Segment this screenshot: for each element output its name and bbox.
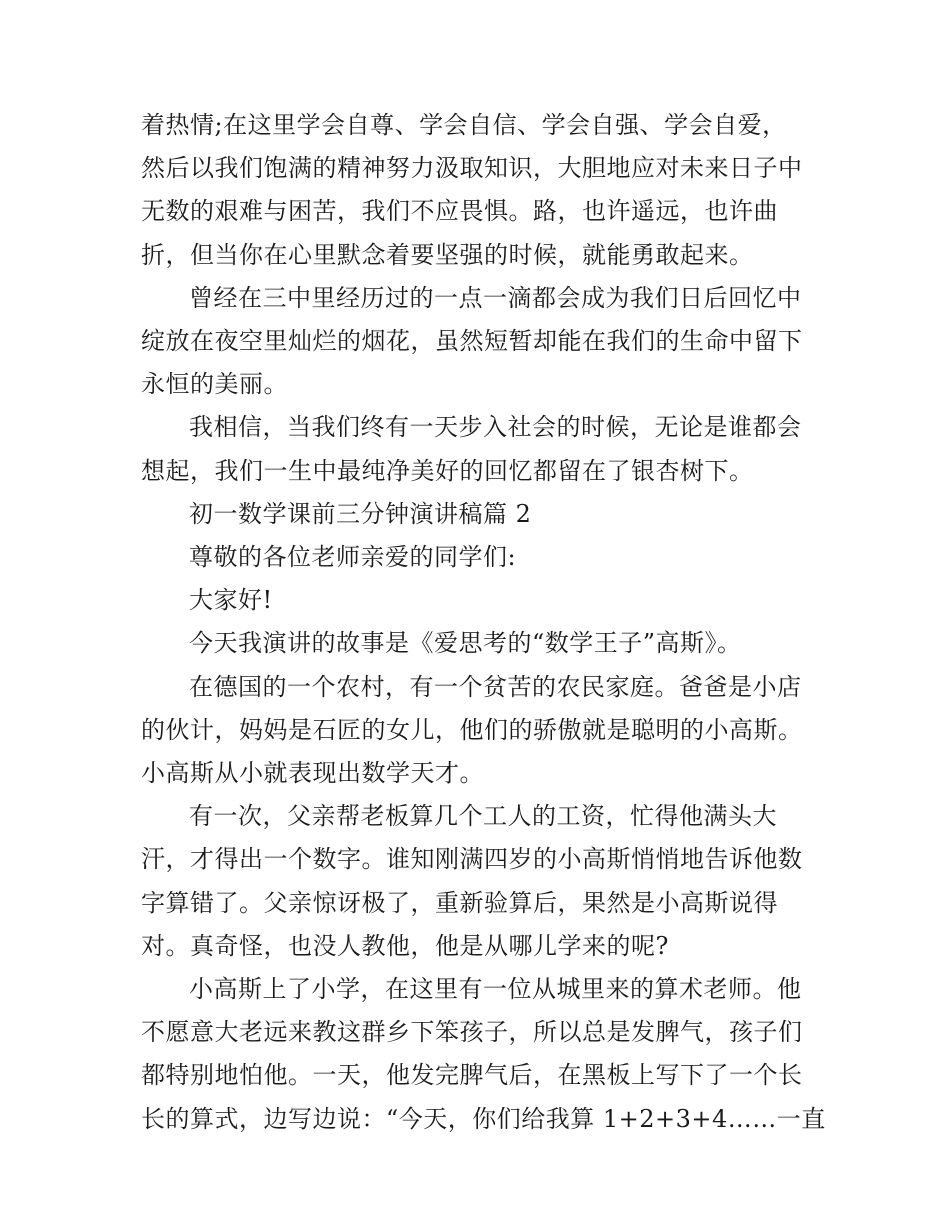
text-line: 不愿意大老远来教这群乡下笨孩子，所以总是发脾气，孩子们	[141, 1018, 803, 1047]
text-line: 永恒的美丽。	[141, 370, 288, 399]
text-line: 然后以我们饱满的精神努力汲取知识，大胆地应对未来日子中	[141, 154, 803, 183]
paragraph-2	[141, 277, 813, 407]
text-line: 着热情;在这里学会自尊、学会自信、学会自强、学会自爱，	[141, 111, 787, 139]
paragraph-5	[141, 795, 813, 968]
text-line: 对。真奇怪，也没人教他，他是从哪儿学来的呢?	[141, 931, 669, 960]
paragraph-1	[141, 104, 813, 277]
text-line: 都特别地怕他。一天，他发完脾气后，在黑板上写下了一个长	[141, 1061, 803, 1090]
text-line: 的伙计，妈妈是石匠的女儿，他们的骄傲就是聪明的小高斯。	[141, 715, 803, 744]
text-line: 字算错了。父亲惊讶极了，重新验算后，果然是小高斯说得	[141, 888, 778, 917]
paragraph-4	[141, 666, 813, 796]
text-line: 我相信，当我们终有一天步入社会的时候，无论是谁都会	[189, 413, 802, 442]
text-line: 折，但当你在心里默念着要坚强的时候，就能勇敢起来。	[141, 240, 754, 269]
heading-line: 初一数学课前三分钟演讲稿篇 2	[189, 499, 532, 528]
paragraph-6	[141, 968, 826, 1141]
paragraph-intro	[141, 622, 813, 665]
text-line: 无数的艰难与困苦，我们不应畏惧。路，也许遥远，也许曲	[141, 197, 778, 226]
text-line: 小高斯从小就表现出数学天才。	[141, 759, 484, 788]
text-line: 尊敬的各位老师亲爱的同学们:	[189, 543, 517, 572]
text-line: 绽放在夜空里灿烂的烟花，虽然短暂却能在我们的生命中留下	[141, 327, 803, 356]
text-line: 小高斯上了小学，在这里有一位从城里来的算术老师。他	[189, 975, 802, 1004]
text-line: 有一次，父亲帮老板算几个工人的工资，忙得他满头大	[189, 802, 777, 831]
text-line: 长的算式，边写边说：“今天，你们给我算 1+2+3+4……一直	[141, 1104, 826, 1133]
section-heading	[141, 493, 813, 536]
text-line: 在德国的一个农村，有一个贫苦的农民家庭。爸爸是小店	[189, 672, 802, 701]
salutation	[141, 536, 813, 579]
text-line: 想起，我们一生中最纯净美好的回忆都留在了银杏树下。	[141, 456, 754, 485]
text-line: 曾经在三中里经历过的一点一滴都会成为我们日后回忆中	[189, 283, 802, 312]
text-line: 今天我演讲的故事是《爱思考的“数学王子”高斯》。	[189, 629, 742, 658]
text-line: 大家好!	[189, 586, 273, 615]
greeting	[141, 579, 813, 622]
document-body	[141, 104, 826, 1141]
paragraph-3	[141, 406, 813, 492]
text-line: 汗，才得出一个数字。谁知刚满四岁的小高斯悄悄地告诉他数	[141, 845, 803, 874]
